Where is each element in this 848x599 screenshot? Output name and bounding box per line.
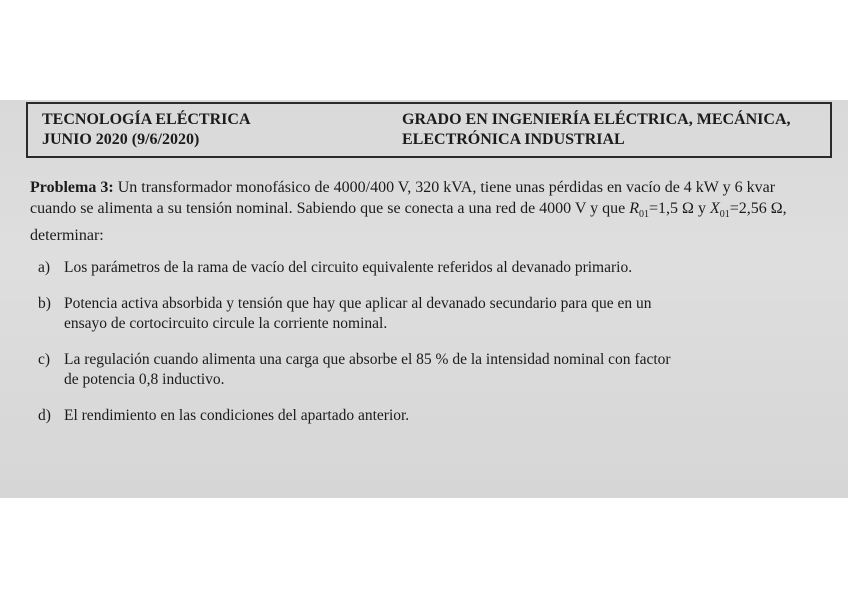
- degree-title-line2: ELECTRÓNICA INDUSTRIAL: [402, 131, 625, 148]
- r-symbol: R: [629, 200, 640, 217]
- item-text: El rendimiento en las condiciones del apartado anterior.: [64, 407, 410, 424]
- item-letter: d): [38, 407, 51, 424]
- r-subscript: 01: [639, 209, 650, 221]
- r01-symbol: [629, 200, 650, 221]
- item-letter: b): [38, 295, 51, 312]
- item-letter: c): [38, 351, 51, 368]
- item-text: Potencia activa absorbida y tensión que hay que aplicar al devanado secundario para que en un: [64, 295, 652, 312]
- degree-title-line1: GRADO EN INGENIERÍA ELÉCTRICA, MECÁNICA,: [402, 111, 791, 128]
- question-item-b: [38, 294, 818, 334]
- item-text: Los parámetros de la rama de vacío del circuito equivalente referidos al devanado primario.: [64, 259, 633, 276]
- exam-photo: [0, 100, 848, 498]
- exam-header: [26, 102, 832, 158]
- problem-statement: [30, 177, 820, 246]
- item-text-continued: ensayo de cortocircuito circule la corriente nominal.: [64, 315, 388, 332]
- item-text-continued: de potencia 0,8 inductivo.: [64, 371, 225, 388]
- header-left: [42, 110, 251, 150]
- course-title: TECNOLOGÍA ELÉCTRICA: [42, 111, 251, 128]
- question-item-c: [38, 350, 818, 390]
- x-subscript: 01: [719, 209, 730, 221]
- item-letter: a): [38, 259, 51, 276]
- x01-symbol: [709, 200, 730, 221]
- header-right: [402, 110, 791, 150]
- r01-value: =1,5 Ω y: [649, 200, 706, 217]
- question-item-d: [38, 406, 818, 426]
- problem-label: Problema 3:: [30, 179, 114, 196]
- exam-date: JUNIO 2020 (9/6/2020): [42, 131, 200, 148]
- problem-text: Un transformador monofásico de 4000/400 V, 320 kVA, tiene unas pérdidas en vacío de 4 kW y 6 kvar cuando se alimenta a su tensión nominal. Sabiendo que se conecta a una red de 4000 V y que: [30, 179, 776, 217]
- x-symbol: X: [709, 200, 720, 217]
- item-text: La regulación cuando alimenta una carga que absorbe el 85 % de la intensidad nominal con factor: [64, 351, 671, 368]
- x01-value: =2,56 Ω, determinar:: [30, 200, 787, 245]
- question-item-a: [38, 258, 818, 278]
